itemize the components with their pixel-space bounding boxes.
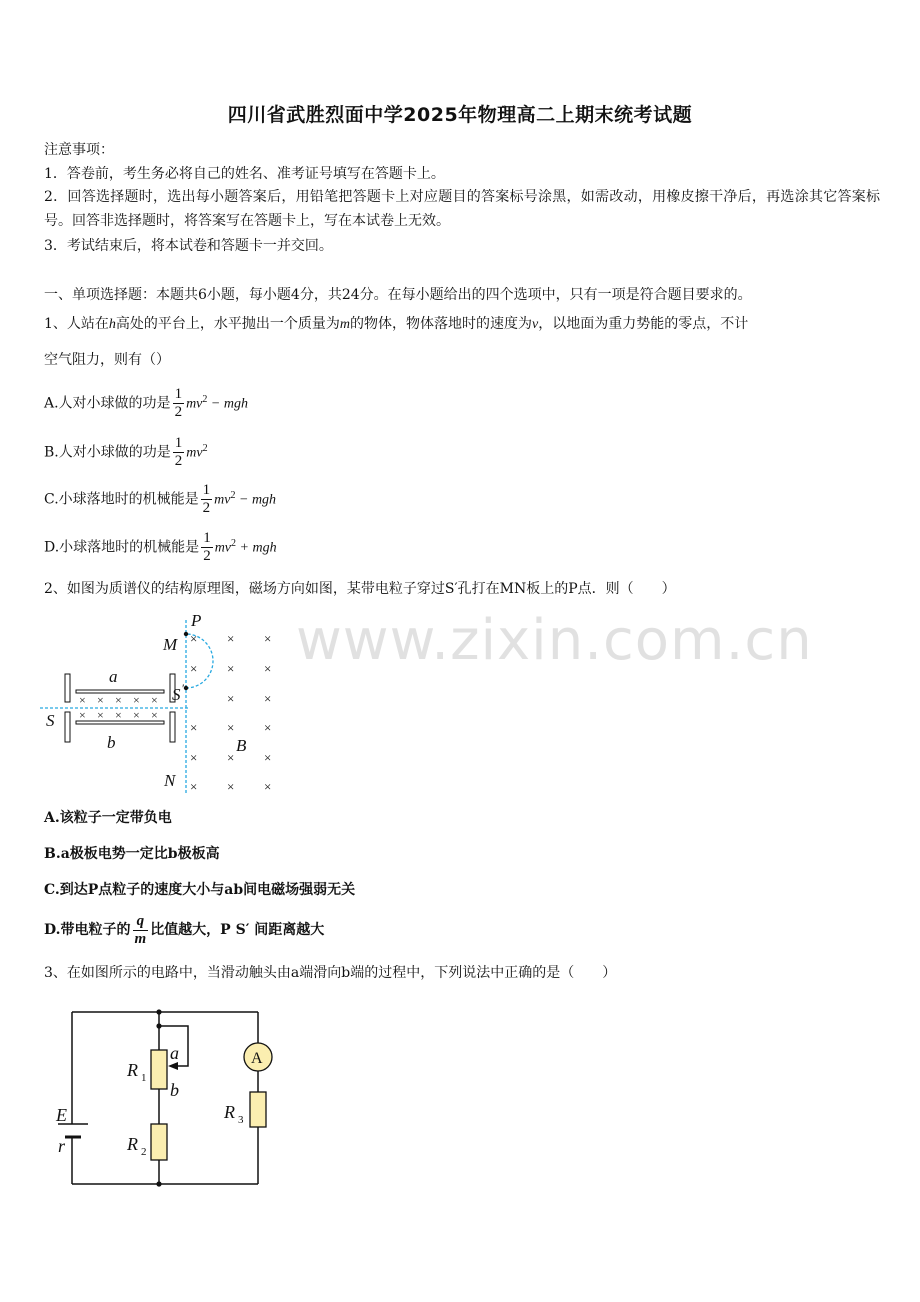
notice-item-2: 2．回答选择题时，选出每小题答案后，用铅笔把答题卡上对应题目的答案标号涂黑，如需改动，用橡皮擦干净后，再选涂其它答案标号。回答非选择题时，将答案写在答题卡上，写在本试卷上无效。 xyxy=(44,189,880,229)
label-r3: R xyxy=(224,1102,235,1122)
question-2-stem: 2、如图为质谱仪的结构原理图，磁场方向如图，某带电粒子穿过S′孔打在MN板上的P点．则（ ） xyxy=(44,581,676,597)
question-2-option-b: B.a极板电势一定比b极板高 xyxy=(44,846,220,862)
page-title: 四川省武胜烈面中学2025年物理高二上期末统考试题 xyxy=(227,104,693,126)
circuit-diagram xyxy=(50,1004,290,1194)
watermark: www.zixin.com.cn xyxy=(296,608,813,673)
svg-text:×: × xyxy=(97,708,104,722)
notice-heading: 注意事项： xyxy=(44,142,114,158)
svg-text:×: × xyxy=(190,661,198,676)
fraction-half: $\frac{1}{2}$ xyxy=(174,435,183,470)
junction-slider xyxy=(156,1023,161,1028)
ammeter-label: A xyxy=(251,1050,263,1067)
fraction-half: $\frac{1}{2}$ xyxy=(202,482,211,517)
svg-text:1: 1 xyxy=(141,1072,147,1084)
label-a-end: a xyxy=(170,1043,179,1063)
question-2-option-d: D.带电粒子的 $\frac{q}{m}$ 比值越大，P S′ 间距离越大 xyxy=(44,912,325,947)
var-h: h xyxy=(108,317,116,332)
notice-item-1: 1．答卷前，考生务必将自己的姓名、准考证号填写在答题卡上。 xyxy=(44,166,445,182)
svg-text:×: × xyxy=(227,691,235,706)
question-1-option-c: C.小球落地时的机械能是 $\frac{1}{2}$ $mv^2$ − mgh xyxy=(44,482,277,517)
svg-text:×: × xyxy=(190,631,198,646)
svg-text:×: × xyxy=(227,779,235,794)
right-slit-bottom xyxy=(170,712,175,742)
svg-text:×: × xyxy=(227,661,235,676)
var-m: m xyxy=(339,317,351,332)
label-a: a xyxy=(109,667,118,686)
mass-spectrometer-diagram xyxy=(40,608,300,798)
svg-text:3: 3 xyxy=(238,1114,244,1126)
label-s: S xyxy=(46,711,55,730)
svg-text:×: × xyxy=(151,693,158,707)
label-e: E xyxy=(56,1105,67,1125)
resistor-r3 xyxy=(250,1092,266,1127)
question-1-stem-line2: 空气阻力，则有（） xyxy=(44,352,170,368)
svg-text:×: × xyxy=(264,631,272,646)
svg-text:×: × xyxy=(227,631,235,646)
label-p: P xyxy=(191,611,202,630)
point-p-dot xyxy=(184,632,188,636)
svg-text:×: × xyxy=(133,708,140,722)
label-r1: R xyxy=(127,1060,138,1080)
label-m: M xyxy=(163,635,178,654)
notice-item-3: 3．考试结束后，将本试卷和答题卡一并交回。 xyxy=(44,238,333,254)
question-2-option-a: A.该粒子一定带负电 xyxy=(44,810,172,826)
junction-top xyxy=(156,1009,161,1014)
fraction-q-over-m: $\frac{q}{m}$ xyxy=(134,912,147,947)
fraction-half: $\frac{1}{2}$ xyxy=(203,530,211,565)
svg-text:×: × xyxy=(190,750,198,765)
svg-text:×: × xyxy=(79,708,86,722)
section-heading: 一、单项选择题：本题共6小题，每小题4分，共24分。在每小题给出的四个选项中，只有一项是符合题目要求的。 xyxy=(44,287,752,303)
fraction-half: $\frac{1}{2}$ xyxy=(174,386,183,421)
resistor-r2 xyxy=(151,1124,167,1160)
svg-text:×: × xyxy=(79,693,86,707)
label-s-prime: S xyxy=(172,685,181,704)
question-1-stem: 1、人站在h高处的平台上，水平抛出一个质量为m的物体，物体落地时的速度为v，以地面为重力势能的零点，不计 xyxy=(44,316,749,332)
var-v: v xyxy=(532,317,539,332)
label-b-field: B xyxy=(236,736,247,755)
svg-text:×: × xyxy=(264,691,272,706)
svg-text:2: 2 xyxy=(141,1146,147,1158)
svg-text:×: × xyxy=(133,693,140,707)
svg-text:×: × xyxy=(264,720,272,735)
question-2-option-c: C.到达P点粒子的速度大小与ab间电磁场强弱无关 xyxy=(44,882,356,898)
junction-bottom xyxy=(156,1181,161,1186)
slider-arrow-icon xyxy=(168,1062,178,1070)
left-slit-top xyxy=(65,674,70,702)
svg-text:×: × xyxy=(264,779,272,794)
svg-text:×: × xyxy=(151,708,158,722)
svg-text:×: × xyxy=(190,779,198,794)
label-r2: R xyxy=(127,1134,138,1154)
svg-text:×: × xyxy=(264,661,272,676)
question-1-option-a: A.人对小球做的功是 $\frac{1}{2}$ $mv^2$ − mgh xyxy=(44,386,248,421)
label-b-end: b xyxy=(170,1080,179,1100)
svg-text:×: × xyxy=(115,693,122,707)
svg-text:×: × xyxy=(97,693,104,707)
label-n: N xyxy=(164,771,176,790)
label-b: b xyxy=(107,733,116,752)
resistor-r1 xyxy=(151,1050,167,1089)
question-1-option-b: B.人对小球做的功是 $\frac{1}{2}$ $mv^2$ xyxy=(44,435,208,470)
svg-text:×: × xyxy=(190,720,198,735)
svg-text:×: × xyxy=(227,720,235,735)
svg-text:×: × xyxy=(264,750,272,765)
svg-text:×: × xyxy=(227,750,235,765)
outer-field-crosses xyxy=(190,631,271,794)
svg-text:×: × xyxy=(115,708,122,722)
prime-mark: ′ xyxy=(182,681,185,695)
question-3-stem: 3、在如图所示的电路中，当滑动触头由a端滑向b端的过程中，下列说法中正确的是（ ） xyxy=(44,965,617,981)
question-1-option-d: D.小球落地时的机械能是 $\frac{1}{2}$ $mv^2$ + mgh xyxy=(44,530,277,565)
left-slit-bottom xyxy=(65,712,70,742)
label-r-internal: r xyxy=(58,1136,66,1156)
